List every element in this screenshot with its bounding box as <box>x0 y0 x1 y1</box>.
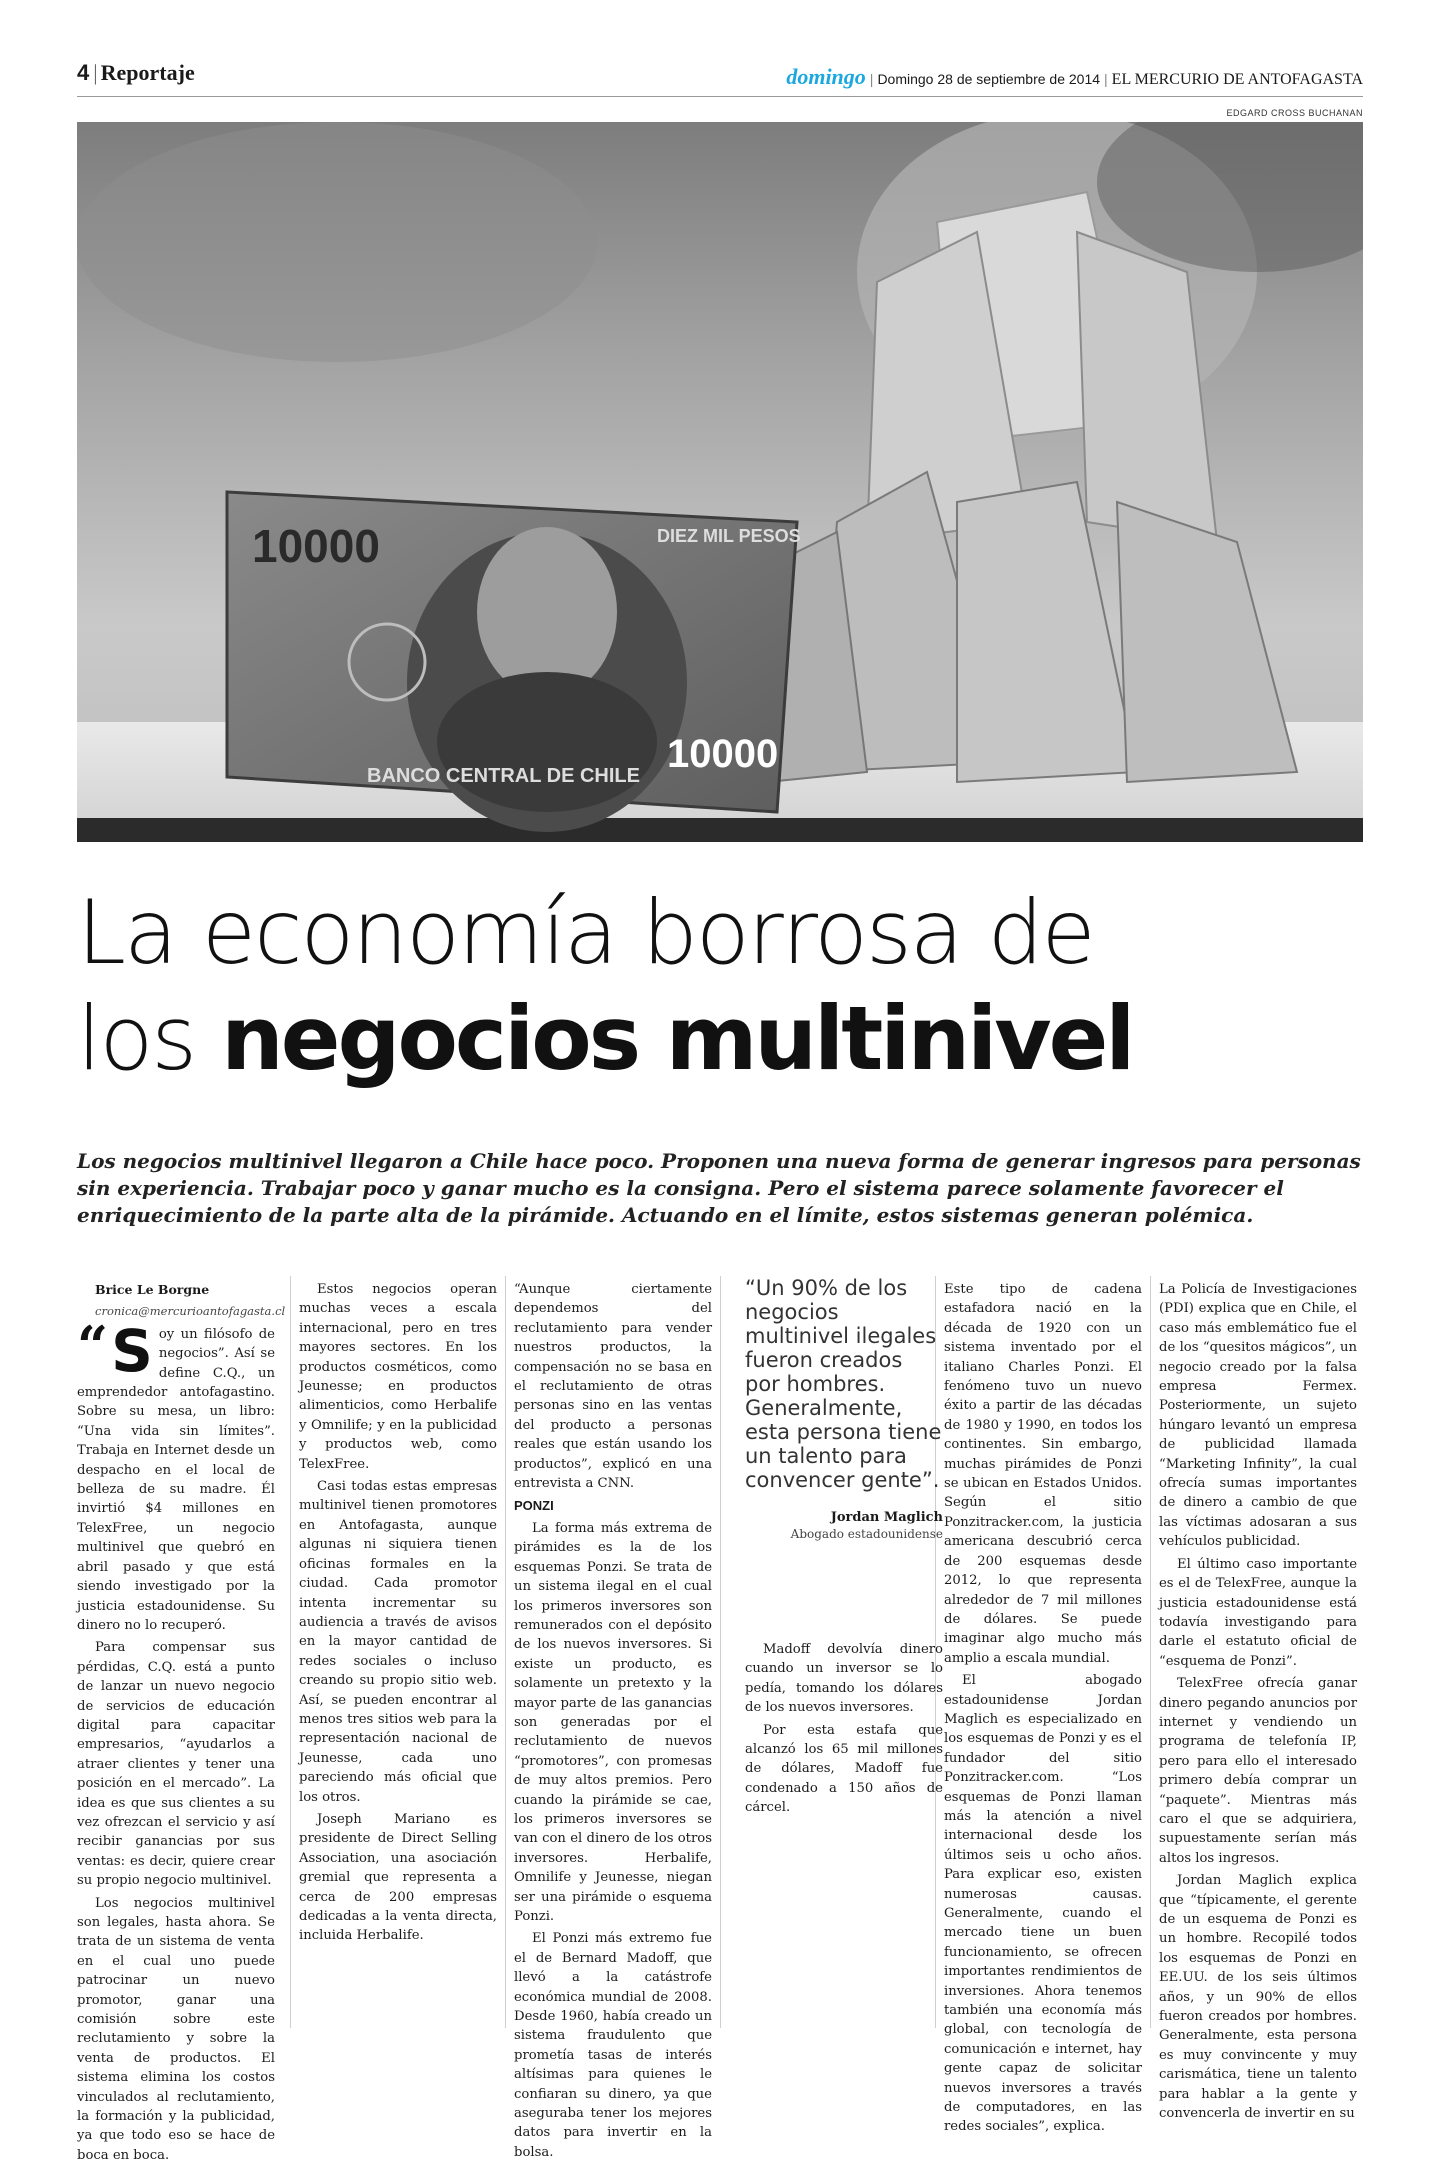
article-column-1 <box>77 1280 286 2168</box>
lead-photo <box>77 122 1363 842</box>
article-paragraph: La Policía de Investigaciones (PDI) explica que en Chile, el caso más emblemático fue el de los “quesitos mágicos”, un negocio creado por la falsa empresa Fermex. Posteriormente, un sujeto húngaro levantó un empresa de publicidad llamada “Marketing Infinity”, la cual ofrecía sumas importantes de dinero a cambio de que las víctimas adosaran a sus vehículos publicidad. <box>1159 1282 1357 1550</box>
banknote-bank: BANCO CENTRAL DE CHILE <box>367 765 640 787</box>
newspaper-name: EL MERCURIO DE ANTOFAGASTA <box>1111 71 1363 88</box>
article-column-6 <box>1159 1280 1357 2126</box>
pull-quote <box>745 1276 943 1546</box>
photo-credit: EDGARD CROSS BUCHANAN <box>1226 108 1363 118</box>
column-rule <box>290 1276 291 2028</box>
supplement-logo: domingo <box>786 64 866 89</box>
header-rule <box>77 96 1363 97</box>
byline-author: Brice Le Borgne <box>95 1282 210 1297</box>
headline <box>77 880 1363 1092</box>
banknote-words: DIEZ MIL PESOS <box>657 526 801 546</box>
article-column-3 <box>514 1280 712 2165</box>
pull-quote-role: Abogado estadounidense <box>790 1527 943 1541</box>
pull-quote-text: “Un 90% de los negocios multinivel ilegales fueron creados por hombres. Generalmente, esta persona tiene un talento para convencer gente”. <box>745 1276 942 1492</box>
banknote-number-top: 10000 <box>252 520 380 572</box>
article-column-2 <box>299 1280 497 1949</box>
article-column-5 <box>944 1280 1142 2140</box>
article-paragraph: Joseph Mariano es presidente de Direct Selling Association, una asociación gremial que representa a cerca de 200 empresas dedicadas a la venta directa, incluida Herbalife. <box>299 1811 497 1944</box>
article-paragraph: Los negocios multinivel son legales, hasta ahora. Se trata de un sistema de venta en el cual uno puede patrocinar un nuevo promotor, ganar una comisión sobre este reclutamiento y sobre la venta de productos. El sistema elimina los costos vinculados al reclutamiento, la formación y la publicidad, ya que todo eso se hace de boca en boca. <box>77 1895 275 2163</box>
byline-email[interactable]: cronica@mercurioantofagasta.cl <box>95 1304 286 1319</box>
article-paragraph: El último caso importante es el de TelexFree, aunque la justicia estadounidense está todavía investigando para darle el estatuto oficial de “esquema de Ponzi”. <box>1159 1556 1357 1669</box>
article-paragraph: Casi todas estas empresas multinivel tienen promotores en Antofagasta, aunque algunas ni siquiera tienen oficinas formales en la ciudad. Cada promotor intenta incrementar su audiencia a través de avisos en la mayor cantidad de redes sociales o incluso creando su propio sitio web. Así, se pueden encontrar al menos tres sitios web para la representación nacional de Jeunesse, cada uno pareciendo más oficial que los otros. <box>299 1479 497 1805</box>
headline-line-1: La economía borrosa de <box>77 881 1094 984</box>
drop-cap: S <box>111 1316 153 1385</box>
edition-date: Domingo 28 de septiembre de 2014 <box>877 71 1101 87</box>
article-paragraph: “ S oy un filósofo de negocios”. Así se define C.Q., un emprendedor antofagastino. Sobre su mesa, un libro: “Una vida sin límites”. Trabaja en Internet desde un despacho en el local de belleza de su madre. Él invirtió $4 millones en TelexFree, un negocio multinivel que quebró en abril pasado y que está siendo investigado por la justicia estadounidense. Su dinero no lo recuperó. <box>77 1313 275 1633</box>
opening-quote-mark: “ <box>77 1313 109 1378</box>
article-paragraph: “Aunque ciertamente dependemos del reclutamiento para vender nuestros productos, la compensación no se basa en el reclutamiento de otras personas sino en las ventas del producto a personas reales que están usando los productos”, explicó en una entrevista a CNN. <box>514 1282 712 1492</box>
lead-paragraph: Los negocios multinivel llegaron a Chile hace poco. Proponen una nueva forma de generar ingresos para personas sin experiencia. Trabajar poco y ganar mucho es la consigna. Pero el sistema parece solamente favorecer el enriquecimiento de la parte alta de la pirámide. Actuando en el límite, estos sistemas generan polémica. <box>77 1149 1361 1227</box>
page-header <box>77 58 1363 92</box>
pull-quote-name: Jordan Maglich <box>830 1510 943 1525</box>
article-paragraph: Madoff devolvía dinero cuando un inversor se lo pedía, tomando los dólares de los nuevos inversores. <box>745 1642 943 1716</box>
article-paragraph: Este tipo de cadena estafadora nació en la década de 1920 con un sistema inventado por el italiano Charles Ponzi. El fenómeno tuvo un nuevo éxito a partir de las décadas de 1980 y 1990, en todos los continentes. Sin embargo, muchas pirámides de Ponzi se ubican en Estados Unidos. Según el sitio Ponzitracker.com, la justicia americana descubrió cerca de 200 esquemas desde 2012, lo que representa alrededor de 7 mil millones de dólares. Se puede imaginar algo mucho más amplio a escala mundial. <box>944 1282 1142 1666</box>
article-paragraph: Estos negocios operan muchas veces a escala internacional, pero en tres mayores sectores. En los productos cosméticos, como Jeunesse; en productos alimenticios, como Herbalife y Omnilife; y en la publicidad y productos web, como TelexFree. <box>299 1282 497 1472</box>
banknote-10000 <box>227 492 801 832</box>
headline-bold: negocios multinivel <box>221 987 1133 1090</box>
article-paragraph: TelexFree ofrecía ganar dinero pegando anuncios por internet y vendiendo un programa de telefonía IP, pero para ello el interesado primero debía comprar un “paquete”. Mientras más caro el que se adquiriera, supuestamente serían más altos los ingresos. <box>1159 1676 1357 1866</box>
section-name: Reportaje <box>100 60 195 85</box>
column-rule <box>720 1276 721 2028</box>
column-rule <box>505 1276 506 2028</box>
article-paragraph: La forma más extrema de pirámides es la de los esquemas Ponzi. Se trata de un sistema ilegal en el cual los primeros inversores son remunerados con el depósito de los nuevos inversores. Si existe un producto, es solamente un pretexto y la mayor parte de las ganancias son generadas por el reclutamiento de nuevos “promotores”, con promesas de muy altos premios. Pero cuando la pirámide se cae, los primeros inversores se van con el dinero de los otros inversores. Herbalife, Omnilife y Jeunesse, niegan ser una pirámide o esquema Ponzi. <box>514 1520 712 1924</box>
banknote-number-bottom: 10000 <box>667 732 779 776</box>
banknote-pyramid-illustration <box>77 122 1363 842</box>
article-paragraph: Jordan Maglich explica que “típicamente, el gerente de un esquema de Ponzi es un hombre. Recopilé todos los esquemas de Ponzi en EE.UU. de los seis últimos años, y un 90% de ellos fueron creados por hombres. Generalmente, esta persona es muy convincente y muy carismática, tiene un talento para hablar a la gente y convencerla de invertir en su <box>1159 1873 1357 2122</box>
article-paragraph: El abogado estadounidense Jordan Maglich es especializado en los esquemas de Ponzi y es el fundador del sitio Ponzitracker.com. “Los esquemas de Ponzi llaman más la atención a nivel internacional desde los últimos seis u ocho años. Para explicar eso, existen numerosas causas. Generalmente, cuando el mercado tiene un buen funcionamiento, se ofrecen importantes rendimientos de inversiones. Ahora tenemos también una economía más global, con tecnología de comunicación e internet, hay gente capaz de solicitar nuevos inversores a través de computadores, en las redes sociales”, explica. <box>944 1673 1142 2135</box>
article-paragraph: Para compensar sus pérdidas, C.Q. está a punto de lanzar un nuevo negocio de servicios de educación digital para capacitar empresarios, “ayudarlos a atraer clientes y tener una posición en el mercado”. La idea es que sus clientes a su vez ofrezcan el servicio y así recibir ganancias por sus ventas: es decir, quiere crear su propio negocio multinivel. <box>77 1640 275 1889</box>
column-rule <box>1150 1276 1151 2028</box>
headline-line-2-light: los <box>77 987 196 1090</box>
article-column-4 <box>745 1640 943 1821</box>
section-label: 4 | Reportaje <box>77 60 195 85</box>
page-number: 4 <box>77 60 90 85</box>
subheading-ponzi: PONZI <box>514 1498 554 1514</box>
edition-info: domingo | Domingo 28 de septiembre de 2014 | EL MERCURIO DE ANTOFAGASTA <box>786 64 1363 89</box>
article-paragraph: Por esta estafa que alcanzó los 65 mil millones de dólares, Madoff fue condenado a 150 años de cárcel. <box>745 1722 943 1816</box>
article-paragraph: El Ponzi más extremo fue el de Bernard Madoff, que llevó a la catástrofe económica mundial de 2008. Desde 1960, había creado un sistema fraudulento que prometía tasas de interés altísimas para quienes le confiaran su dinero, ya que aseguraba tener los mejores datos para invertir en la bolsa. <box>514 1931 712 2160</box>
